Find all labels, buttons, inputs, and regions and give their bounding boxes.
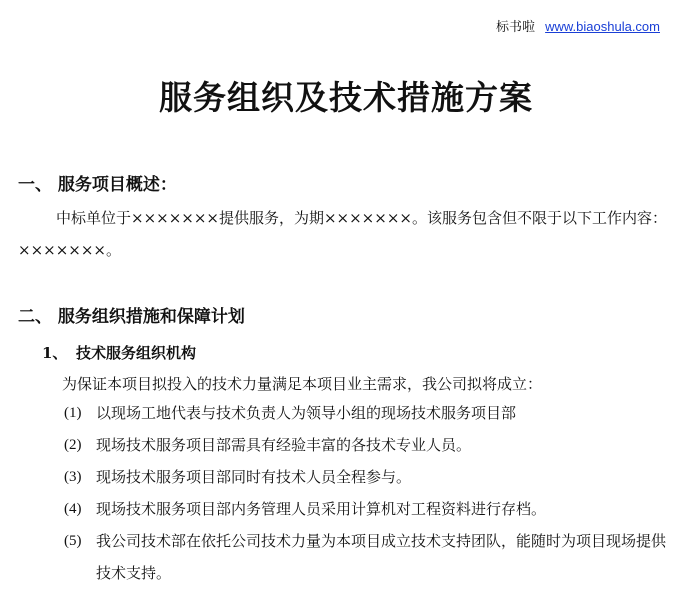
- list-item: [64, 429, 666, 461]
- subsection-1-heading: [42, 342, 196, 363]
- section-1-paragraph: 中标单位于×××××××提供服务，为期×××××××。该服务包含但不限于以下工作内容：×××××××。: [18, 209, 667, 259]
- document-title: 服务组织及技术措施方案: [159, 78, 533, 117]
- list-item-text: 现场技术服务项目部内务管理人员采用计算机对工程资料进行存档。: [96, 500, 547, 518]
- section-1-heading: 一、 服务项目概述：: [18, 175, 177, 195]
- list-item-text: 我公司技术部在依托公司技术力量为本项目成立技术支持团队，能随时为项目现场提供技术支持。: [96, 532, 667, 582]
- list-item-number: (1): [64, 405, 82, 421]
- list-item-number: (5): [64, 533, 82, 549]
- measures-list: [64, 397, 666, 589]
- list-item: [64, 461, 666, 493]
- list-item-text: 现场技术服务项目部需具有经验丰富的各技术专业人员。: [96, 436, 472, 454]
- header-site-link[interactable]: www.biaoshula.com: [545, 19, 660, 34]
- subsection-1-number: 1、: [42, 344, 68, 362]
- list-item-text: 现场技术服务项目部同时有技术人员全程参与。: [96, 468, 412, 486]
- page-header: [496, 16, 660, 35]
- list-item: [64, 493, 666, 525]
- subsection-1-intro: 为保证本项目拟投入的技术力量满足本项目业主需求，我公司拟将成立：: [62, 375, 543, 393]
- list-item-text: 以现场工地代表与技术负责人为领导小组的现场技术服务项目部: [96, 404, 517, 422]
- list-item-number: (4): [64, 501, 82, 517]
- list-item: [64, 525, 666, 589]
- list-item-number: (3): [64, 469, 82, 485]
- list-item: [64, 397, 666, 429]
- section-2-heading: 二、 服务组织措施和保障计划: [18, 307, 245, 327]
- header-label: 标书啦: [495, 20, 535, 35]
- subsection-1-title: 技术服务组织机构: [76, 344, 197, 362]
- list-item-number: (2): [64, 437, 82, 453]
